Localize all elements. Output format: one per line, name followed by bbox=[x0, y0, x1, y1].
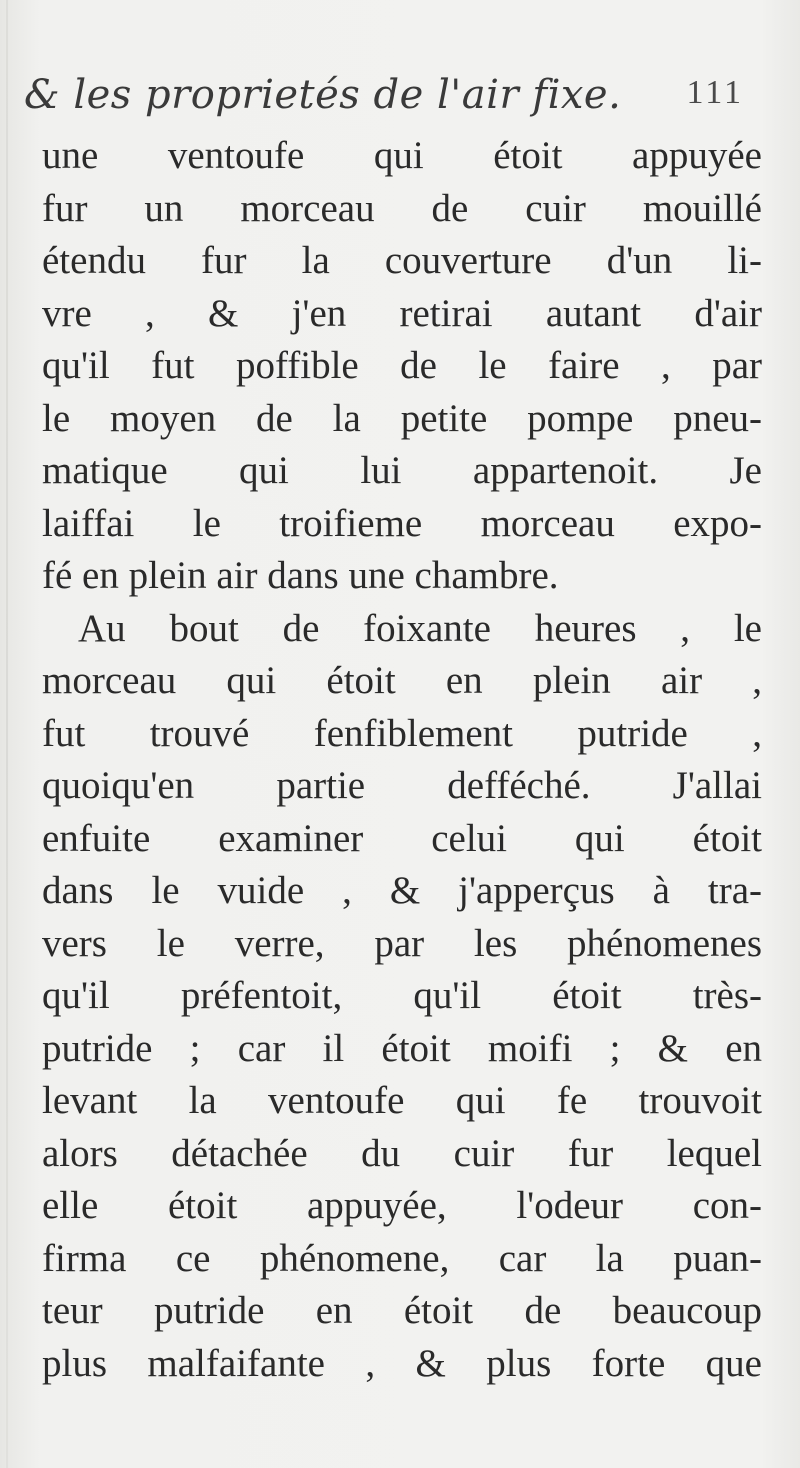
text-line: laiffai le troifieme morceau expo- bbox=[42, 501, 762, 545]
text-line: qu'il fut poffible de le faire , par bbox=[42, 344, 762, 387]
text-line: dans le vuide , & j'apperçus à tra- bbox=[42, 869, 762, 912]
text-line: le moyen de la petite pompe pneu- bbox=[42, 396, 762, 440]
text-line: levant la ventoufe qui fe trouvoit bbox=[42, 1079, 762, 1122]
text-line: matique qui lui appartenoit. Je bbox=[42, 449, 762, 492]
text-line: étendu fur la couverture d'un li- bbox=[42, 239, 762, 282]
page-header bbox=[24, 72, 764, 132]
text-line: qu'il préfentoit, qu'il étoit très- bbox=[42, 974, 762, 1017]
text-line: fé en plein air dans une chambre. bbox=[42, 554, 559, 597]
text-line: plus malfaifante , & plus forte que bbox=[42, 1341, 762, 1385]
page-gutter-shadow bbox=[6, 0, 8, 1468]
text-line: une ventoufe qui étoit appuyée bbox=[42, 134, 762, 177]
text-line: Au bout de foixante heures , le bbox=[78, 606, 762, 650]
text-line: quoiqu'en partie defféché. J'allai bbox=[42, 764, 762, 807]
text-line: teur putride en étoit de beaucoup bbox=[42, 1289, 762, 1332]
text-line: putride ; car il étoit moifi ; & en bbox=[42, 1026, 762, 1070]
text-line: enfuite examiner celui qui étoit bbox=[42, 816, 762, 860]
body-text bbox=[42, 130, 762, 1390]
text-line: vre , & j'en retirai autant d'air bbox=[42, 291, 762, 335]
text-line: alors détachée du cuir fur lequel bbox=[42, 1131, 762, 1175]
page-number: 111 bbox=[686, 74, 744, 111]
text-line: fut trouvé fenfiblement putride , bbox=[42, 711, 762, 755]
running-title: & les proprietés de l'air fixe. bbox=[24, 72, 622, 118]
text-line: firma ce phénomene, car la puan- bbox=[42, 1236, 762, 1280]
text-line: fur un morceau de cuir mouillé bbox=[42, 186, 762, 230]
text-line: elle étoit appuyée, l'odeur con- bbox=[42, 1184, 762, 1227]
text-line: morceau qui étoit en plein air , bbox=[42, 659, 762, 702]
text-line: vers le verre, par les phénomenes bbox=[42, 921, 762, 965]
